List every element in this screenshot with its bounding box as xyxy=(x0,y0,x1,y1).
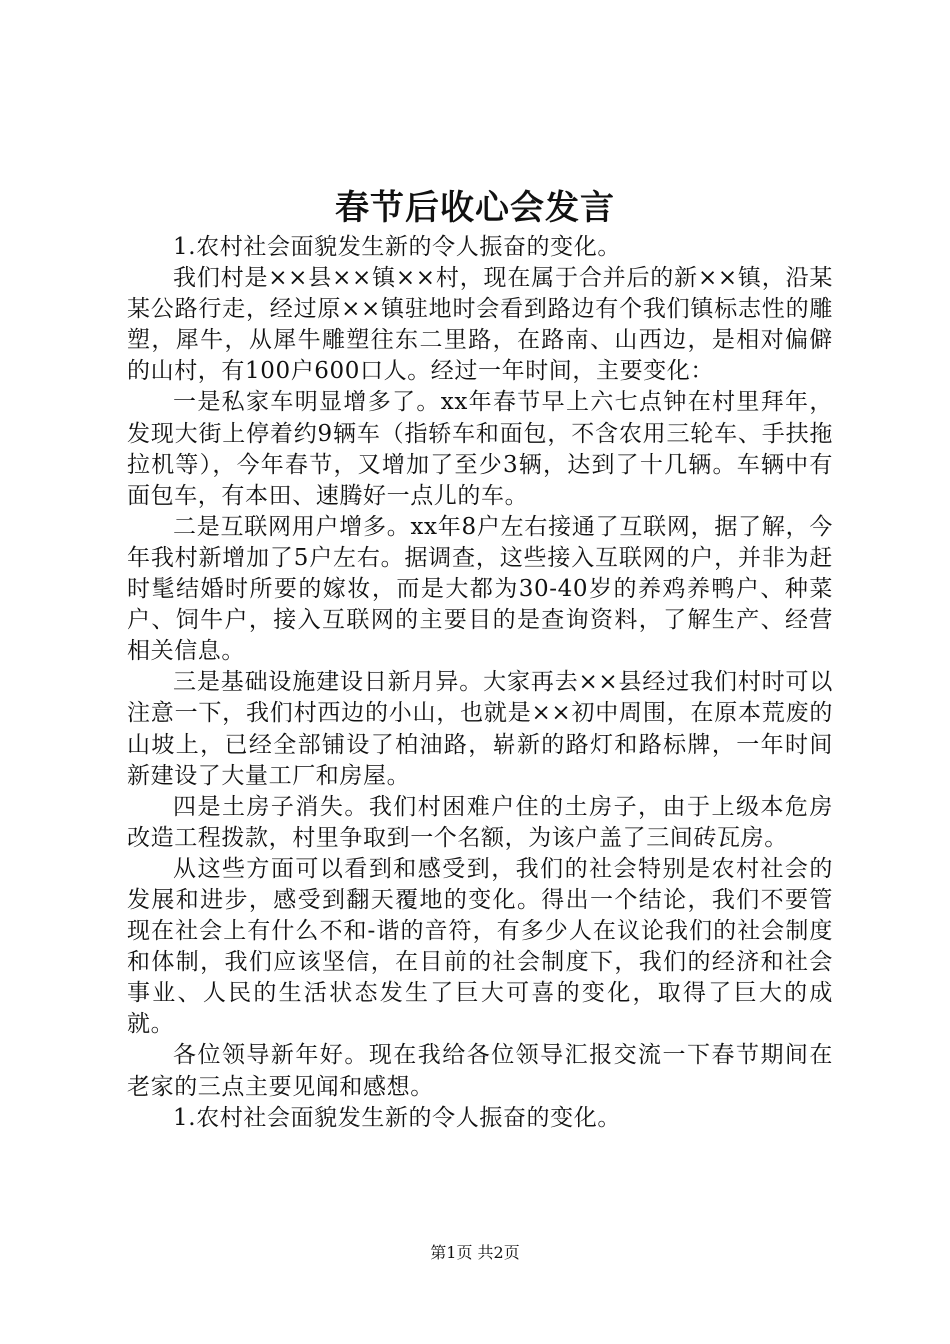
paragraph-heading-1-repeat: 1.农村社会面貌发生新的令人振奋的变化。 xyxy=(173,1104,621,1131)
paragraph-infrastructure: 三是基础设施建设日新月异。大家再去××县经过我们村时可以注意一下，我们村西边的小山，也就是××初中周围，在原本荒废的山坡上，已经全部铺设了柏油路，崭新的路灯和路标牌，一年时间新建设了大量工厂和房屋。 xyxy=(127,669,833,789)
paragraph-private-cars: 一是私家车明显增多了。xx年春节早上六七点钟在村里拜年，发现大街上停着约9辆车（指轿车和面包，不含农用三轮车、手扶拖拉机等），今年春节，又增加了至少3辆，达到了十几辆。车辆中有面包车，有本田、速腾好一点儿的车。 xyxy=(127,389,833,509)
paragraph-mud-houses: 四是土房子消失。我们村困难户住的土房子，由于上级本危房改造工程拨款，村里争取到一个名额，为该户盖了三间砖瓦房。 xyxy=(127,793,833,851)
paragraph-internet-users: 二是互联网用户增多。xx年8户左右接通了互联网，据了解，今年我村新增加了5户左右。据调查，这些接入互联网的户，并非为赶时髦结婚时所要的嫁妆，而是大都为30-40岁的养鸡养鸭户、种菜户、饲牛户，接入互联网的主要目的是查询资料，了解生产、经营相关信息。 xyxy=(127,513,833,665)
paragraph-heading-1: 1.农村社会面貌发生新的令人振奋的变化。 xyxy=(173,234,621,260)
paragraph-village-intro: 我们村是××县××镇××村，现在属于合并后的新××镇，沿某某公路行走，经过原××镇驻地时会看到路边有个我们镇标志性的雕塑，犀牛，从犀牛雕塑往东二里路，在路南、山西边，是相对偏僻的山村，有100户600口人。经过一年时间，主要变化： xyxy=(127,265,833,385)
page-footer: 第1页 共2页 xyxy=(430,1243,520,1262)
paragraph-greeting: 各位领导新年好。现在我给各位领导汇报交流一下春节期间在老家的三点主要见闻和感想。 xyxy=(127,1042,833,1100)
document-body xyxy=(127,232,833,1134)
document-title: 春节后收心会发言 xyxy=(335,188,615,228)
paragraph-conclusion: 从这些方面可以看到和感受到，我们的社会特别是农村社会的发展和进步，感受到翻天覆地的变化。得出一个结论，我们不要管现在社会上有什么不和-谐的音符，有多少人在议论我们的社会制度和体制，我们应该坚信，在目前的社会制度下，我们的经济和社会事业、人民的生活状态发生了巨大可喜的变化，取得了巨大的成就。 xyxy=(127,855,833,1038)
